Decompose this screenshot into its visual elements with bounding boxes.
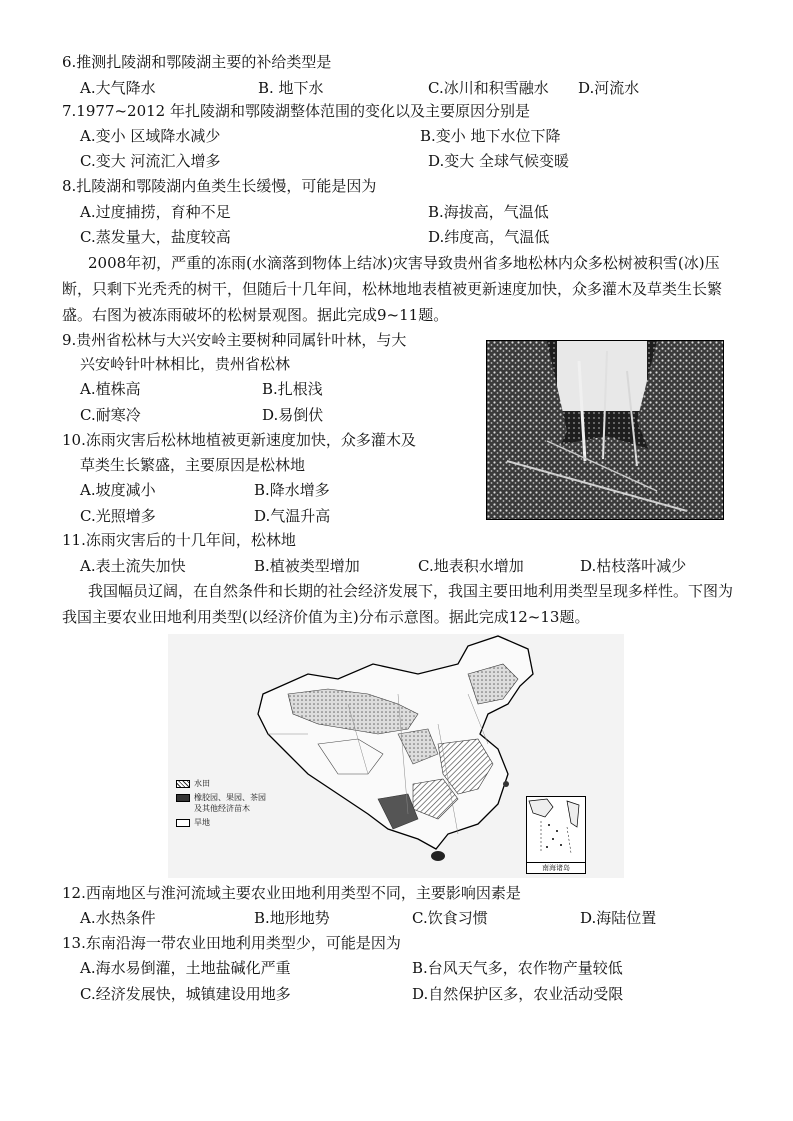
q7-stem: 7.1977~2012 年扎陵湖和鄂陵湖整体范围的变化以及主要原因分别是 [62,102,530,120]
q8-option-c: C.蒸发量大，盐度较高 [80,228,231,246]
q6-option-d: D.河流水 [578,79,640,97]
q11-option-c: C.地表积水增加 [418,557,524,575]
q7-option-b: B.变小 地下水位下降 [420,127,561,145]
inset-label: 南海诸岛 [527,862,585,873]
q8-option-d: D.纬度高，气温低 [428,228,550,246]
q11-option-a: A.表土流失加快 [80,557,186,575]
legend-label-dryland: 旱地 [194,818,210,827]
q8-option-a: A.过度捕捞，育种不足 [80,203,231,221]
legend-label-paddy: 水田 [194,779,210,788]
q9-option-d: D.易倒伏 [262,406,324,424]
q9-stem-line1: 9.贵州省松林与大兴安岭主要树种同属针叶林，与大 [62,331,407,349]
q13-option-d: D.自然保护区多，农业活动受限 [412,985,624,1003]
q7-option-d: D.变大 全球气候变暖 [428,152,570,170]
q13-option-a: A.海水易倒灌，土地盐碱化严重 [80,959,291,977]
q11-option-b: B.植被类型增加 [254,557,360,575]
map-legend [176,778,272,831]
q10-option-b: B.降水增多 [254,481,330,499]
legend-swatch-plantation [176,794,190,802]
q13-option-c: C.经济发展快，城镇建设用地多 [80,985,291,1003]
q9-option-c: C.耐寒冷 [80,406,141,424]
q10-option-a: A.坡度减小 [80,481,156,499]
q11-stem: 11.冻雨灾害后的十几年间，松林地 [62,531,296,549]
q9-option-a: A.植株高 [80,380,141,398]
q12-stem: 12.西南地区与淮河流域主要农业田地利用类型不同，主要影响因素是 [62,884,521,902]
q10-stem-line2: 草类生长繁盛，主要原因是松林地 [80,456,306,474]
q10-option-c: C.光照增多 [80,507,156,525]
legend-swatch-paddy [176,780,190,788]
q8-stem: 8.扎陵湖和鄂陵湖内鱼类生长缓慢，可能是因为 [62,177,377,195]
q7-option-c: C.变大 河流汇入增多 [80,152,221,170]
south-china-sea-inset [526,796,586,874]
q6-stem: 6.推测扎陵湖和鄂陵湖主要的补给类型是 [62,53,332,71]
material-freezing-rain: 2008年初，严重的冻雨(水滴落到物体上结冰)灾害导致贵州省多地松林内众多松树被积雪(冰)压断，只剩下光秃秃的树干，但随后十几年间，松林地地表植被更新速度加快，众多灌木及草类生长繁盛。右图为被冻雨破坏的松树景观图。据此完成9~11题。 [62,254,723,324]
q11-option-d: D.枯枝落叶减少 [580,557,687,575]
legend-label-plantation: 橡胶园、果园、茶园及其他经济苗木 [194,793,266,813]
q6-option-c: C.冰川和积雪融水 [428,79,549,97]
q10-stem-line1: 10.冻雨灾害后松林地植被更新速度加快，众多灌木及 [62,431,416,449]
damaged-pine-forest-photo [486,340,724,520]
legend-swatch-dryland [176,819,190,827]
q13-option-b: B.台风天气多，农作物产量较低 [412,959,623,977]
q13-stem: 13.东南沿海一带农业田地利用类型少，可能是因为 [62,934,401,952]
q6-option-b: B. 地下水 [258,79,324,97]
material-farmland: 我国幅员辽阔，在自然条件和长期的社会经济发展下，我国主要田地利用类型呈现多样性。下图为我国主要农业田地利用类型(以经济价值为主)分布示意图。据此完成12~13题。 [62,582,734,626]
q12-option-d: D.海陆位置 [580,909,657,927]
q10-option-d: D.气温升高 [254,507,331,525]
q12-option-c: C.饮食习惯 [412,909,488,927]
q9-option-b: B.扎根浅 [262,380,323,398]
q9-stem-line2: 兴安岭针叶林相比，贵州省松林 [80,355,291,373]
q8-option-b: B.海拔高，气温低 [428,203,549,221]
q12-option-a: A.水热条件 [80,909,156,927]
q12-option-b: B.地形地势 [254,909,330,927]
q7-option-a: A.变小 区域降水减少 [80,127,221,145]
q6-option-a: A.大气降水 [80,79,156,97]
